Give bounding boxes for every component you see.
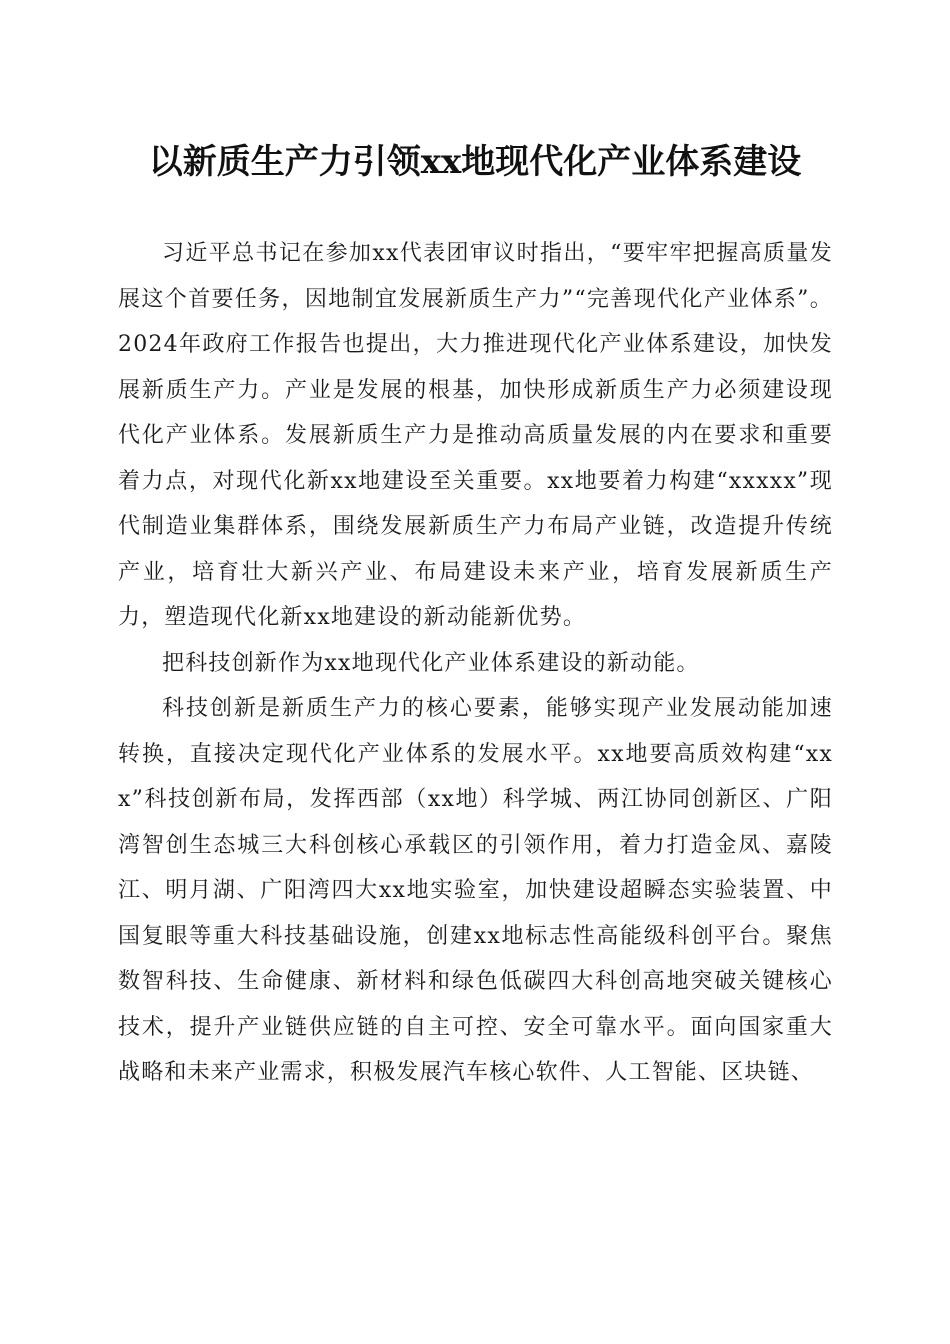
document-body: [118, 231, 833, 1096]
document-title: 以新质生产力引领xx地现代化产业体系建设: [148, 142, 802, 182]
paragraph-intro: 习近平总书记在参加xx代表团审议时指出，“要牢牢把握高质量发展这个首要任务，因地制宜发展新质生产力”“完善现代化产业体系”。2024年政府工作报告也提出，大力推进现代化产业体系建设，加快发展新质生产力。产业是发展的根基，加快形成新质生产力必须建设现代化产业体系。发展新质生产力是推动高质量发展的内在要求和重要着力点，对现代化新xx地建设至关重要。xx地要着力构建“xxxxx”现代制造业集群体系，围绕发展新质生产力布局产业链，改造提升传统产业，培育壮大新兴产业、布局建设未来产业，培育发展新质生产力，塑造现代化新xx地建设的新动能新优势。: [118, 241, 833, 630]
paragraph-tech-innovation: 科技创新是新质生产力的核心要素，能够实现产业发展动能加速转换，直接决定现代化产业体系的发展水平。xx地要高质效构建“xxx”科技创新布局，发挥西部（xx地）科学城、两江协同创新区、广阳湾智创生态城三大科创核心承载区的引领作用，着力打造金凤、嘉陵江、明月湖、广阳湾四大xx地实验室，加快建设超瞬态实验装置、中国复眼等重大科技基础设施，创建xx地标志性高能级科创平台。聚焦数智科技、生命健康、新材料和绿色低碳四大科创高地突破关键核心技术，提升产业链供应链的自主可控、安全可靠水平。面向国家重大战略和未来产业需求，积极发展汽车核心软件、人工智能、区块链、: [118, 696, 833, 1085]
paragraph-section-heading: 把科技创新作为xx地现代化产业体系建设的新动能。: [162, 650, 700, 676]
